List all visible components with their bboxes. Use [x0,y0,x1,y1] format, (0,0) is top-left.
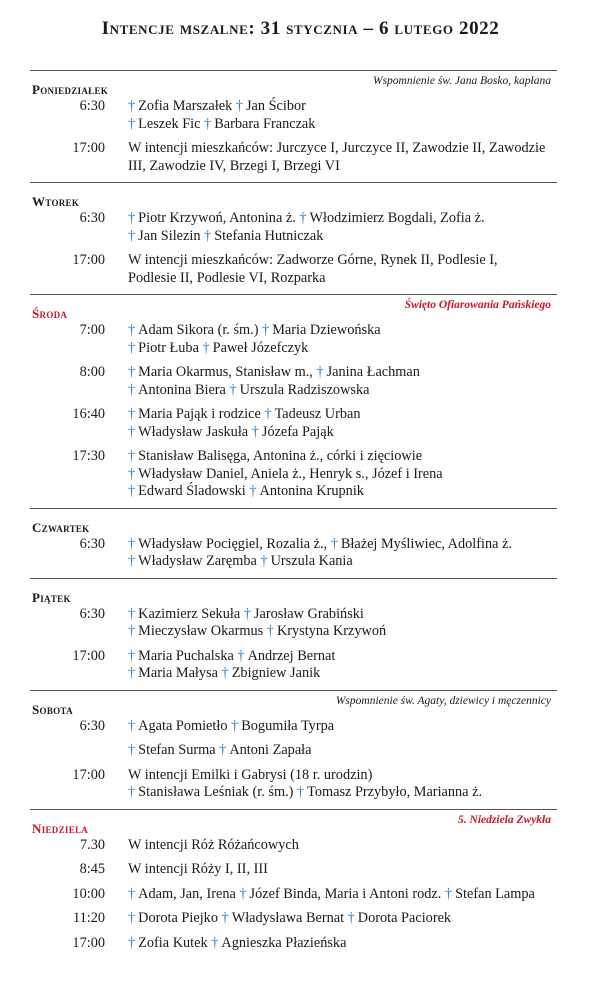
intention-line [128,322,381,340]
mass-time: 7:00 [79,322,105,338]
intention-line [128,767,482,785]
cross-icon: † [128,210,136,226]
cross-icon: † [128,910,136,926]
intention-text: III, Zawodzie IV, Brzegi I, Brzegi VI [128,157,340,174]
intention-line [128,424,361,442]
mass-intentions [128,98,315,133]
cross-icon: † [128,535,136,552]
mass-time: 17:00 [72,934,105,951]
day-name: Niedziela [32,820,89,836]
mass-row [30,210,557,245]
day-header [30,810,557,837]
intention-text: Dorota Piejko [138,910,222,926]
mass-time: 6:30 [79,717,105,734]
cross-icon: † [128,605,136,622]
intention-line [128,140,545,158]
mass-row [30,140,557,175]
intention-text: Zofia Kutek [138,934,212,951]
mass-intentions [128,886,535,904]
intention-text: Józef Binda, Maria i Antoni rodz. [249,885,445,902]
intention-text: Edward Śladowski [138,483,250,499]
cross-icon: † [128,227,136,244]
intention-line [128,270,498,288]
day-section [30,70,557,175]
intention-line [128,553,512,571]
cross-icon: † [219,742,227,758]
cross-icon: † [128,717,136,734]
mass-row [30,606,557,641]
day-header [30,71,557,98]
intention-text: Mieczysław Okarmus [138,623,267,639]
intention-line [128,606,386,624]
cross-icon: † [347,910,355,926]
mass-time: 11:20 [72,910,105,926]
intention-text: Urszula Radziszowska [239,381,370,398]
mass-time: 10:00 [72,885,105,902]
cross-icon: † [239,885,247,902]
cross-icon: † [221,665,229,681]
intention-text: W intencji mieszkańców: Zadworze Górne, Rynek II, Podlesie I, [128,252,498,268]
intention-text: Paweł Józefczyk [212,339,309,356]
cross-icon: † [444,885,453,902]
intention-text: Stefan Surma [138,742,220,758]
mass-time: 6:30 [79,535,105,552]
cross-icon: † [266,623,274,639]
mass-intentions [128,718,334,760]
intention-text: Maria Puchalska [138,647,238,664]
intention-text: Adam Sikora (r. śm.) [138,322,263,338]
cross-icon: † [128,448,136,464]
mass-intentions [128,140,545,175]
intention-text: Zofia Marszałek [138,98,236,114]
cross-icon: † [128,665,136,681]
intention-text: Błażej Myśliwiec, Adolfina ż. [340,535,512,552]
feast-label: Wspomnienie św. Agaty, dziewicy i męczennicy [335,694,551,707]
cross-icon: † [262,322,270,338]
mass-time: 17:00 [72,647,105,664]
mass-intentions [128,910,451,928]
intention-line [128,784,482,802]
intention-text: Bogumiła Tyrpa [241,717,335,734]
mass-intentions [128,406,361,441]
intention-text: Podlesie II, Podlesie VI, Rozparka [128,269,326,286]
intention-text: Dorota Paciorek [357,910,452,926]
intention-text: Krystyna Krzywoń [276,623,387,639]
cross-icon: † [330,535,338,552]
intention-line [128,364,420,382]
mass-row [30,767,557,802]
intention-text: Maria Dziewońska [272,322,381,338]
mass-row [30,837,557,855]
cross-icon: † [128,381,136,398]
day-header [30,579,557,606]
cross-icon: † [128,406,136,422]
day-section [30,809,557,953]
intention-text: Stefan Lampa [455,885,535,902]
intention-line [128,623,386,641]
mass-intentions [128,536,512,571]
cross-icon: † [128,553,136,569]
intention-text: Władysław Jaskuła [138,423,252,440]
mass-row [30,935,557,953]
day-name: Poniedziałek [32,82,109,97]
intention-line [128,886,535,904]
day-section [30,182,557,287]
intention-line [128,406,361,424]
cross-icon: † [235,98,243,114]
intention-text: Włodzimierz Bogdali, Zofia ż. [309,210,485,226]
mass-row [30,910,557,928]
mass-row [30,406,557,441]
mass-row [30,886,557,904]
day-name: Wtorek [32,194,80,209]
intention-text: Antonina Biera [138,381,230,398]
mass-intentions [128,448,443,501]
intention-text: W intencji Emilki i Gabrysi (18 r. urodzin) [128,766,373,783]
mass-row [30,448,557,501]
cross-icon: † [128,465,136,482]
cross-icon: † [128,647,136,664]
mass-intentions [128,935,346,953]
intention-text: Stanisława Leśniak (r. śm.) [138,784,297,800]
intention-text: Władysław Daniel, Aniela ż., Henryk s., Józef i Irena [138,465,443,482]
intention-text: Barbara Franczak [214,115,316,132]
feast-label: 5. Niedziela Zwykła [458,813,551,826]
intention-line [128,718,334,736]
intention-text: Piotr Łuba [138,339,203,356]
mass-intentions [128,606,386,641]
intention-text: Leszek Fic [138,115,205,132]
day-name: Sobota [32,701,73,717]
mass-intentions [128,210,485,245]
mass-intentions [128,861,268,879]
intention-text: Maria Okarmus, Stanisław m., [138,364,317,380]
mass-row [30,718,557,760]
mass-intentions [128,322,381,357]
cross-icon: † [299,210,307,226]
mass-row [30,322,557,357]
intention-text: Jarosław Grabiński [253,605,364,622]
cross-icon: † [204,115,212,132]
mass-row [30,648,557,683]
intention-text: Jan Ścibor [245,98,306,114]
cross-icon: † [202,339,210,356]
cross-icon: † [128,322,136,338]
mass-time: 17:00 [72,252,105,268]
intention-line [128,98,315,116]
intention-text: Władysław Pocięgiel, Rozalia ż., [138,535,331,552]
intention-line [128,252,498,270]
intention-text: Urszula Kania [270,553,353,569]
feast-label: Święto Ofiarowania Pańskiego [404,299,551,311]
intention-text: Antonina Krupnik [259,483,364,499]
mass-time: 17:00 [72,140,105,156]
intention-line [128,861,268,879]
intention-line [128,116,315,134]
mass-row [30,861,557,879]
intention-text: Tomasz Przybyło, Marianna ż. [307,784,483,800]
cross-icon: † [128,483,136,499]
intention-line [128,382,420,400]
day-section [30,508,557,571]
cross-icon: † [211,934,219,951]
mass-time: 7.30 [79,836,105,853]
intention-text: Adam, Jan, Irena [138,885,240,902]
cross-icon: † [128,339,136,356]
mass-time: 8:45 [79,861,105,877]
intention-text: Piotr Krzywoń, Antonina ż. [138,210,300,226]
intention-text: Władysław Zaręmba [138,553,261,569]
intention-text: Stanisław Balisęga, Antonina ż., córki i zięciowie [138,448,423,464]
mass-intentions [128,767,482,802]
cross-icon: † [260,553,268,569]
mass-time: 6:30 [79,98,105,114]
mass-intentions [128,252,498,287]
intention-line [128,466,443,484]
intention-line [128,448,443,466]
day-header [30,509,557,536]
day-name: Czwartek [32,519,90,535]
cross-icon: † [221,910,229,926]
mass-row [30,252,557,287]
mass-time: 17:00 [72,766,105,783]
intention-text: Władysława Bernat [231,910,348,926]
day-section [30,294,557,501]
intention-line [128,935,346,953]
day-header [30,183,557,210]
cross-icon: † [316,364,324,380]
intention-text: Jan Silezin [138,227,205,244]
cross-icon: † [231,717,239,734]
mass-intentions [128,364,420,399]
cross-icon: † [128,885,136,902]
day-name: Środa [32,306,68,321]
cross-icon: † [128,934,136,951]
intention-text: Antoni Zapała [229,742,312,758]
mass-time: 6:30 [79,210,105,226]
mass-time: 6:30 [79,605,105,622]
cross-icon: † [237,647,245,664]
intention-line [128,340,381,358]
mass-row [30,364,557,399]
cross-icon: † [128,364,136,380]
day-section [30,578,557,683]
cross-icon: † [229,381,237,398]
intention-line [128,536,512,554]
cross-icon: † [243,605,251,622]
day-section [30,690,557,802]
mass-time: 8:00 [79,364,105,380]
intention-text: W intencji Róży I, II, III [128,861,268,877]
intention-line [128,210,485,228]
intention-text: Janina Łachman [326,364,420,380]
intention-line [128,228,485,246]
intentions-schedule [30,70,557,959]
intention-text: Tadeusz Urban [274,406,361,422]
cross-icon: † [128,98,136,114]
cross-icon: † [128,623,136,639]
intention-line [128,665,335,683]
cross-icon: † [204,227,212,244]
cross-icon: † [128,784,136,800]
day-header [30,295,557,322]
intention-text: W intencji mieszkańców: Jurczyce I, Jurczyce II, Zawodzie II, Zawodzie [128,140,546,156]
day-name: Piątek [32,589,71,605]
intention-text: Zbigniew Janik [231,665,321,681]
intention-text: Stefania Hutniczak [214,227,324,244]
cross-icon: † [128,115,136,132]
intention-text: Andrzej Bernat [247,647,336,664]
page-title: Intencje mszalne: 31 stycznia – 6 lutego 2022 [101,18,500,39]
intention-line [128,910,451,928]
intention-text: Józefa Pająk [261,423,334,440]
intention-line [128,837,299,855]
intention-text: Agnieszka Płazieńska [221,934,347,951]
intention-line [128,648,335,666]
cross-icon: † [249,483,257,499]
intention-text: Agata Pomietło [138,717,232,734]
cross-icon: † [128,423,136,440]
feast-label: Wspomnienie św. Jana Bosko, kapłana [372,75,551,87]
cross-icon: † [296,784,305,800]
mass-row [30,536,557,571]
cross-icon: † [128,742,136,758]
mass-intentions [128,648,335,683]
mass-time: 16:40 [72,406,105,422]
intention-line [128,742,334,760]
intention-line [128,483,443,501]
intention-line [128,158,545,176]
mass-time: 17:30 [72,448,105,464]
cross-icon: † [251,423,259,440]
mass-intentions [128,837,299,855]
mass-row [30,98,557,133]
intention-text: Kazimierz Sekuła [138,605,244,622]
day-header [30,691,557,718]
intention-text: Maria Pająk i rodzice [138,406,265,422]
intention-text: W intencji Róż Różańcowych [128,836,299,853]
cross-icon: † [264,406,272,422]
intention-text: Maria Małysa [138,665,222,681]
